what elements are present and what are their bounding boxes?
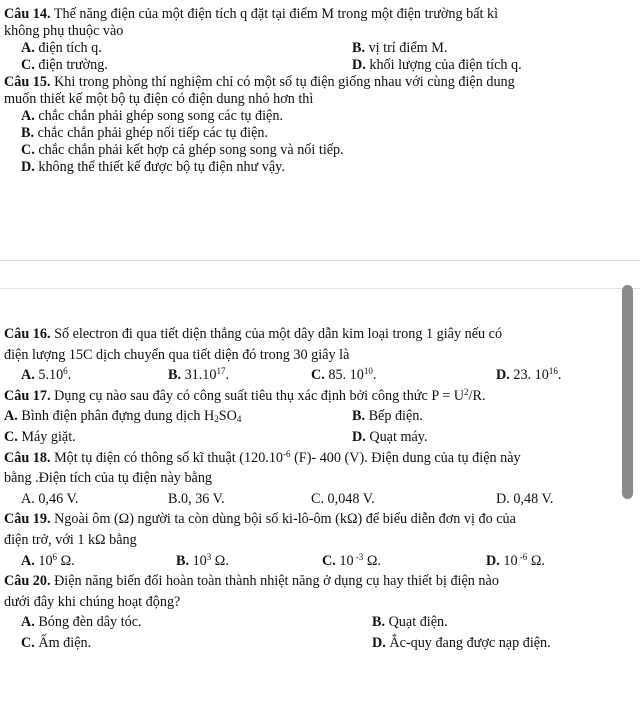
question-text: Một tụ điện có thông số kĩ thuật ($120.10^{-6}$ (F)- 400 (V). Điện dung của tụ điện này: [54, 448, 521, 466]
option-b: B.0, 36 V.: [168, 490, 225, 507]
option-a: A. Bình điện phân đựng dung dịch $H_2SO_4$: [4, 408, 242, 425]
option-c: C. Máy giặt.: [4, 428, 76, 445]
question-text: bằng .Điện tích của tụ điện này bằng: [4, 470, 213, 487]
question-19-stem-cont: [4, 532, 630, 553]
question-19-stem: [4, 511, 630, 532]
question-label: Câu 17.: [4, 387, 51, 404]
question-text: điện trở, với 1 kΩ bằng: [4, 531, 137, 548]
option-b: B. Bếp điện.: [352, 408, 423, 425]
option-c: C. 10 $^{-3}$ Ω.: [322, 551, 381, 569]
divider: [0, 260, 640, 261]
question-text: dưới đây khi chúng hoạt động?: [4, 593, 181, 610]
question-text: Thế năng điện của một điện tích q đặt tại điểm M trong một điện trường bất kì: [53, 6, 499, 22]
question-14-stem-cont: [4, 23, 630, 40]
option-a: A. Bóng đèn dây tóc.: [21, 614, 142, 631]
option-d: D. 23. $10^{16}$.: [496, 366, 562, 384]
question-label: Câu 15.: [4, 74, 51, 90]
option-a: A. 5.10$^6$.: [21, 366, 72, 384]
question-20-options-cd: [4, 635, 630, 656]
question-20-options-ab: [4, 614, 630, 635]
question-14-stem: [4, 6, 630, 23]
question-14-options-cd: [4, 57, 630, 74]
question-17-options-ab: [4, 408, 630, 429]
question-20-stem-cont: [4, 594, 630, 615]
question-20-stem: [4, 573, 630, 594]
option-c: C. 85. $10^{10}$.: [311, 366, 377, 384]
option-a: A. $10^6$ Ω.: [21, 551, 75, 569]
question-label: Câu 20.: [4, 573, 51, 590]
question-17-options-cd: [4, 429, 630, 450]
option-d: D. khối lượng của điện tích q.: [352, 57, 522, 73]
question-text: Ngoài ôm (Ω) người ta còn dùng bội số ki-lô-ôm (kΩ) để biểu diễn đơn vị đo của: [54, 511, 516, 528]
question-15-option-c: C. chắc chắn phải kết hợp cả ghép song song và nối tiếp.: [21, 142, 344, 158]
question-16-options: [4, 367, 630, 388]
question-15-stem: [4, 74, 630, 91]
option-c: C. điện trường.: [21, 57, 108, 73]
question-label: Câu 18.: [4, 449, 51, 466]
question-15-option-a: A. chắc chắn phải ghép song song các tụ điện.: [21, 108, 283, 124]
question-15-option-d: D. không thể thiết kế được bộ tụ điện như vậy.: [21, 159, 285, 175]
option-c: C. Ấm điện.: [21, 634, 92, 651]
option-a: A. 0,46 V.: [21, 490, 79, 507]
question-18-stem: [4, 450, 630, 471]
option-b: B. Quạt điện.: [372, 614, 448, 631]
question-17-stem: [4, 388, 630, 409]
question-18-options: [4, 491, 630, 512]
option-d: D. Ắc-quy đang được nạp điện.: [372, 634, 551, 651]
question-label: Câu 19.: [4, 511, 51, 528]
question-15-stem-cont: [4, 91, 630, 108]
questions-section-top: [4, 6, 630, 176]
question-text: Số electron đi qua tiết diện thẳng của một dây dẫn kim loại trong 1 giây nếu có: [54, 326, 503, 342]
question-text: muốn thiết kế một bộ tụ điện có điện dung nhỏ hơn thì: [4, 91, 314, 107]
option-b: B. 31.10$^{17}$.: [168, 366, 230, 384]
option-a: A. điện tích q.: [21, 40, 102, 56]
question-16-stem: [4, 326, 630, 347]
questions-section-bottom: [4, 326, 630, 656]
option-d: D. 0,48 V.: [496, 490, 554, 507]
option-d: D. 10 $^{-6}$ Ω.: [486, 551, 545, 569]
blank-gap: [0, 196, 640, 322]
question-text: điện lượng 15C dịch chuyển qua tiết diện đó trong 30 giây là: [4, 346, 350, 363]
option-c: C. 0,048 V.: [311, 490, 375, 507]
option-b: B. vị trí điểm M.: [352, 40, 448, 56]
option-b: B. $10^3$ Ω.: [176, 551, 229, 569]
question-label: Câu 16.: [4, 326, 51, 342]
question-16-stem-cont: [4, 347, 630, 368]
question-19-options: [4, 553, 630, 574]
question-15-option-b: B. chắc chắn phải ghép nối tiếp các tụ điện.: [21, 125, 269, 141]
question-text: Điện năng biến đổi hoàn toàn thành nhiệt năng ở dụng cụ hay thiết bị điện nào: [54, 573, 499, 590]
option-d: D. Quạt máy.: [352, 428, 428, 445]
question-text: Khi trong phòng thí nghiệm chỉ có một số tụ điện giống nhau với cùng điện dung: [54, 74, 515, 90]
question-text: Dụng cụ nào sau đây có công suất tiêu thụ xác định bởi công thức $P = U^2/R$.: [54, 386, 486, 404]
divider: [0, 288, 640, 289]
question-label: Câu 14.: [4, 6, 51, 22]
question-text: không phụ thuộc vào: [4, 23, 124, 39]
question-14-options-ab: [4, 40, 630, 57]
question-18-stem-cont: [4, 470, 630, 491]
